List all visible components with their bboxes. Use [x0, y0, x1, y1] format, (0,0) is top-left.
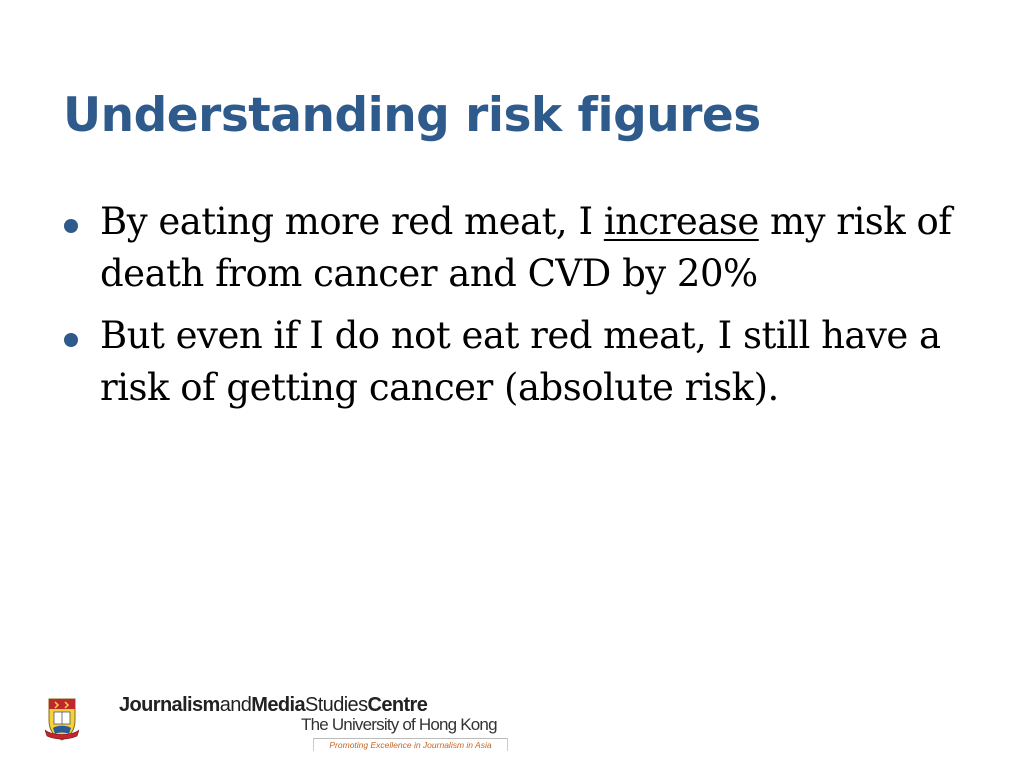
- footer-logo-text: [119, 694, 427, 716]
- bullet-dot-icon: [64, 333, 78, 347]
- bullet-item-2: [60, 310, 980, 414]
- bullet-1-text-before: By eating more red meat, I: [100, 200, 604, 243]
- footer: [0, 690, 1024, 768]
- bullet-2-text: But even if I do not eat red meat, I still have a risk of getting cancer (absolute risk).: [100, 314, 941, 409]
- slide-title: Understanding risk figures: [63, 88, 761, 143]
- logo-studies: Studies: [304, 694, 368, 716]
- hku-crest-icon: [45, 696, 79, 742]
- bullet-1-text-after: my risk of death from cancer and CVD by 20%: [100, 200, 952, 295]
- footer-university: The University of Hong Kong: [301, 715, 497, 734]
- bullet-dot-icon: [64, 219, 78, 233]
- bullet-list: [60, 196, 980, 424]
- logo-centre: Centre: [367, 694, 428, 716]
- logo-media: Media: [251, 694, 305, 716]
- bullet-1-underlined-word: increase: [603, 200, 759, 243]
- logo-and: and: [219, 694, 252, 716]
- bullet-item-1: [60, 196, 980, 300]
- footer-tagline: Promoting Excellence in Journalism in Asia: [313, 738, 508, 751]
- logo-journalism: Journalism: [119, 694, 220, 716]
